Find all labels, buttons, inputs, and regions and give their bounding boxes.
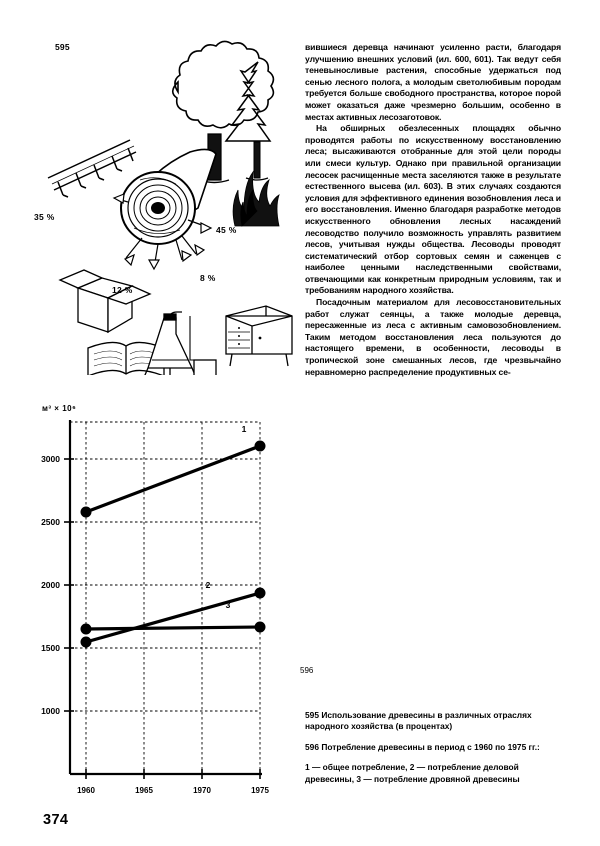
conifer-tree-icon	[226, 62, 270, 141]
body-paragraph-1: вившиеся деревца начинают усиленно расти, благодаря улучшению внешних условий (ил. 600, 601). Так ведут себя теневыносливые растения, способные удержаться под сенью лесного полога, а молодым светолюбивым породам требуется больше свободного пространства, которое порой может оказаться даже чрезмерно большим, особенно в местах активных лесозаготовок.	[305, 42, 561, 122]
chart-gridlines-horizontal	[70, 422, 260, 711]
railway-track-icon	[48, 140, 136, 197]
chart-y-tick-1000: 1000	[41, 706, 60, 716]
body-paragraph-2: На обширных обезлесенных площадях обычно проводятся работы по искусственному восстановлению леса; высаживаются отобранные для этой цели породы или смеси культур. Однако при правильной организации лесосек расчищенные места заселяются также в результате естественного высева (ил. 603). В этих случаях создаются условия для эффективного единения возобновления леса и его восстановления. Именно благодаря разработке методов искусственного обновления лесных насаждений лесоводство получило возможность управлять развитием лесов, учитывая нужды общества. Лесоводы проводят систематический отбор сортовых семян и саженцев с наиболее ценными наследственными свойствами, отвечающими как конкретным природным условиям, так и требованиям народного хозяйства.	[305, 123, 561, 296]
chart-y-tick-3000: 3000	[41, 454, 60, 464]
wood-usage-illustration-svg	[30, 30, 295, 375]
chart-y-tick-1500: 1500	[41, 643, 60, 653]
chart-y-tick-2500: 2500	[41, 517, 60, 527]
chart-series-3	[81, 622, 265, 634]
chart-x-tick-labels	[77, 786, 269, 795]
chart-y-tick-2000: 2000	[41, 580, 60, 590]
caption-596	[305, 742, 563, 753]
chart-series-1	[81, 441, 265, 517]
chart-x-tick-1965: 1965	[135, 786, 153, 795]
chart-axes	[70, 420, 262, 774]
page-number: 374	[43, 812, 69, 828]
chart-svg	[38, 418, 288, 804]
chart-y-tick-labels	[41, 454, 60, 716]
figure-595-illustration	[30, 30, 295, 370]
caption-596-number: 596	[305, 741, 319, 752]
chart-x-tick-1970: 1970	[193, 786, 211, 795]
percent-label-railway: 35 %	[34, 212, 55, 222]
chart-series-2	[81, 588, 265, 647]
furniture-cabinet-icon	[226, 306, 292, 366]
chart-series-1-label: 1	[241, 424, 247, 434]
caption-595	[305, 710, 563, 733]
chart-x-tick-1960: 1960	[77, 786, 95, 795]
chart-y-axis-label	[42, 404, 76, 413]
figure-595-number: 595	[55, 42, 70, 52]
body-text-column	[305, 42, 561, 378]
percent-label-paper: 12 %	[112, 285, 133, 295]
figure-596-number: 596	[300, 666, 314, 675]
percent-label-fire: 45 %	[216, 225, 237, 235]
chart-series-2-label: 2	[205, 580, 211, 590]
caption-596-legend: 1 — общее потребление, 2 — потребление деловой древесины, 3 — потребление дровяной древесины	[305, 762, 520, 784]
caption-596-text: Потребление древесины в период с 1960 по 1975 гг.:	[321, 741, 540, 752]
chart-series-3-label: 3	[225, 600, 231, 610]
caption-595-number: 595	[305, 710, 319, 720]
figure-captions	[305, 710, 563, 785]
figure-596-chart	[38, 404, 288, 804]
percent-label-furniture: 8 %	[200, 273, 216, 283]
caption-595-text: Использование древесины в различных отраслях народного хозяйства (в процентах)	[305, 710, 532, 732]
chart-gridlines-vertical	[86, 422, 260, 774]
cardboard-box-icon	[60, 270, 150, 332]
chart-x-tick-1975: 1975	[251, 786, 269, 795]
chart-y-axis-label-text: м³ × 10⁶	[42, 404, 77, 413]
body-paragraph-3: Посадочным материалом для лесовосстановительных работ служат сеянцы, а также молодые деревца, пересаженные из леса с активным самовозобновлением. Таким методом восстановления леса пользуются до настоящего времени, в особенности, лесоводы в тропической зоне смешанных лесов, где чрезвычайно неравномерно распределение продуктивных се-	[305, 297, 561, 377]
